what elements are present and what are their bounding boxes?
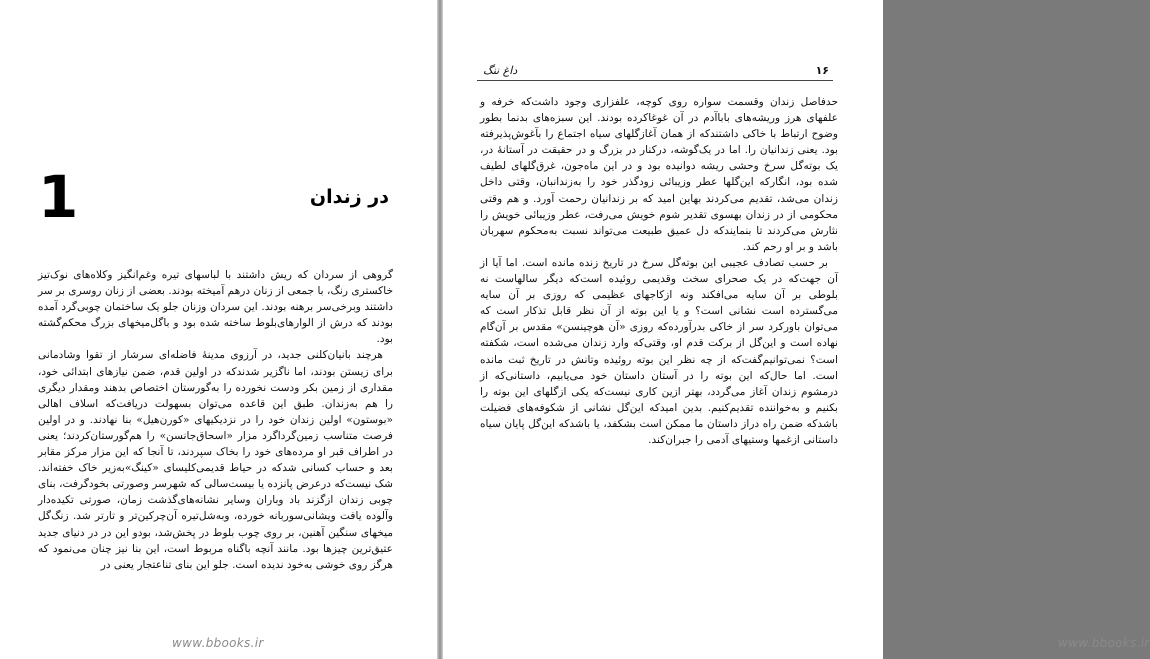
- paragraph: هرچند بانیان‌کلنی جدید، در آرزوی مدینهٔ فاضله‌ای سرشار از تقوا وشادمانی برای زیستن بودند، اما ناگزیر شدند‌که در اولین قدم، ضمن نیازهای ابتدائی خود، مقداری از زمین بکر ودست نخورده را به‌گورستان اختصاص بدهند ومقدار دیگری را هم به‌زندان. طبق این قاعده می‌توان بسهولت دریافت‌که اسلاف اهالی «بوستون» اولین زندان خود را در نزدیکیهای «کورن‌هیل» بنا نهادند. و در اولین فرصت متناسب زمین‌گرداگرد مزار «اسحاق‌جانسن» را هم‌گورستان‌کردند؛ یعنی در اطراف قبر او مرده‌های خود را بخاک سپردند، تا آنجا که این مزار مرکز مقابر بعد و حساب کسانی شدکه در حیاط قدیمی‌کلیسای «کینگ»به‌زیر خاک خفته‌اند. شک نیست‌که درعرض پانزده یا بیست‌سالی که شهرسر وصورتی بخودگرفت، بنای چوبی زندان ازگزند باد وباران وسایر نشانه‌های‌گذشت زمان، صورتی تکیده‌دار وآلوده یافت ویشانی‌سوربانه خورده، وبه‌شل‌تیره آن‌چرکین‌تر و تارتر شد. زنگ‌گل میخهای سنگین آهنین، بر روی چوب بلوط در پخش‌شد، بودو این در در دنیای جدید عتیق‌ترین چیزها بود. مانند آنچه باگناه مربوط است، این بنا نیز چنان می‌نمود که هرگز روی خوشی به‌خود ندیده است. جلو این بنای تنا‌عتجار یعنی در: [38, 349, 393, 571]
- running-head-title: داغ ننگ: [483, 64, 518, 77]
- running-header: [477, 64, 833, 81]
- right-page-body: [480, 94, 838, 448]
- page-number: ۱۶: [815, 64, 829, 77]
- chapter-number: 1: [38, 163, 79, 231]
- right-page: [443, 0, 1150, 659]
- watermark: www.bbooks.ir: [1058, 636, 1150, 650]
- chapter-title: در زندان: [309, 186, 389, 208]
- watermark: www.bbooks.ir: [172, 636, 264, 650]
- left-page-body: [38, 267, 393, 573]
- paragraph: گروهی از سردان که ریش داشتند با لباسهای تیره وغم‌انگیز وکلاه‌های نوک‌تیز خاکستری رنگ، با جمعی از زنان درهم آمیخته بودند. بعضی از زنان روسری بر سر داشتند وبرخی‌سر برهنه بودند. این سردان وزنان جلو یک ساختمان چوبی‌گرد آمده بودند که درش از الوارهای‌بلوط ساخته شده بود و باگل‌میخهای بزرگ محکم‌گشته بود.: [38, 269, 393, 346]
- paragraph: حدفاصل زندان وقسمت سواره روی کوچه، علفزاری وجود داشت‌که خرفه و علفهای هرز وریشه‌های باباآدم در آن غوغاکرده بودند. این سبزه‌های بدنما بطور وضوح ارتباط با خاکی داشتندکه از همان آغازگلهای سیاه اجتماع را بآغوش‌پذیرفته بود. یعنی زندانیان را. اما در یک‌گوشه، درکنار در بزرگ و در حقیقت در آستانهٔ در، یک بوته‌گل سرخ وحشی ریشه دوانیده بود و در این ماه‌جون، غرق‌گلهای لطیف شده بود، انگارکه این‌گلها عطر وزیبائی زودگذر خود را به‌زندانبان، وقتی داخل زندان می‌شد، تقدیم می‌کردند بهاین امید که بر زندانیان رحمت آورد. و هم وقتی محکومی از در زندان بهسوی تقدیر شوم خویش می‌رفت، عطر وزیبائی خویش را نثارش می‌کردند تا بنمایندکه دل عمیق طبیعت می‌تواند نسبت به‌محکوم سهربان باشد و بر او رحم کند.: [480, 96, 838, 253]
- paragraph: بر حسب تصادف عجیبی این بوته‌گل سرخ در تاریخ زنده مانده است. اما آیا از آن جهت‌که در یک صحرای سخت وقدیمی روئیده است‌که دیگر سالهاست نه بلوطی بر آن سایه می‌افکند ونه ازکاجهای عظیمی که روزی بر آن سایه می‌گسترده است نشانی است؟ و یا این بوته از آن نظر قابل تذکار است که می‌توان باورکرد سر از خاکی بدرآورده‌که روزی «آن هوچینسن» مقدس بر آن‌گام نهاده است و این‌گل از برکت قدم او، وقتی‌که وارد زندان می‌شده است، شکفته است؟ نمی‌توانیم‌گفت‌که از چه نظر این بوته روئیده وتانش در تاریخ ثبت مانده است. اما حال‌که این بوته را در آستان داستان خود می‌یابیم، داستانی‌که از درمشوم زندان آغاز می‌گردد، بهتر ازین کاری نیست‌که یکی ازگلهای این بوته را بکنیم و به‌خواننده تقدیم‌کنیم. بدین امیدکه این‌گل نشانی از شکوفه‌های فضیلت باشدکه ضمن راه دراز داستان ما ممکن است بشکفد، یا باشدکه این‌گل پایان سیاه داستانی ازغمها وستیهای آدمی را جبران‌کند.: [480, 256, 838, 446]
- left-page: [0, 0, 437, 659]
